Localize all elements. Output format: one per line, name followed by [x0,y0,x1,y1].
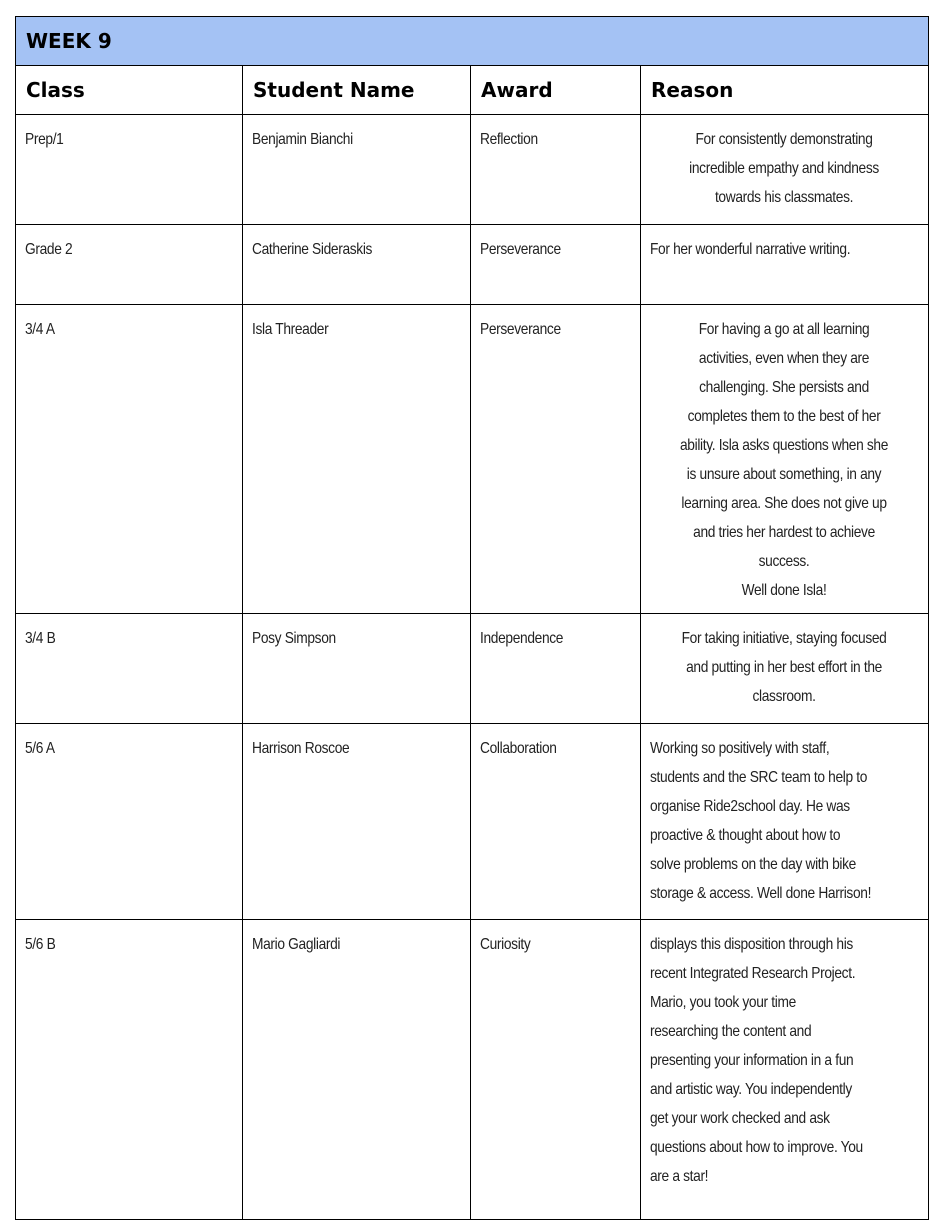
column-header-student-name: Student Name [243,66,471,115]
award-cell [471,115,641,225]
student-name-cell [243,305,471,614]
reason-value: For having a go at all learning activities, even when they are challenging. She persists and completes them to the best of her ability. Isla asks questions when she is unsure about something, in any learning area. She does not give up and tries her hardest to achieve success. Well done Isla! [680,321,889,599]
award-cell [471,305,641,614]
class-value: 3/4 A [25,321,55,338]
student-name-value: Harrison Roscoe [252,740,350,757]
column-header-reason: Reason [641,66,929,115]
table-row [16,920,929,1220]
class-cell [16,614,243,724]
reason-cell [641,724,929,920]
student-name-cell [243,115,471,225]
week-title: WEEK 9 [16,17,929,66]
reason-cell [641,225,929,305]
table-row [16,115,929,225]
student-name-value: Mario Gagliardi [252,936,341,953]
reason-value: displays this disposition through his recent Integrated Research Project. Mario, you took your time researching the content and presenting your information in a fun and artistic way. You independently get your work checked and ask questions about how to improve. You are a star! [650,936,863,1185]
table-row [16,724,929,920]
award-value: Curiosity [480,936,531,953]
class-value: 3/4 B [25,630,56,647]
reason-value: For her wonderful narrative writing. [650,241,851,258]
table-row [16,225,929,305]
class-value: 5/6 B [25,936,56,953]
reason-value: For consistently demonstrating incredible empathy and kindness towards his classmates. [689,131,880,206]
student-name-value: Isla Threader [252,321,329,338]
class-value: Prep/1 [25,131,64,148]
class-cell [16,724,243,920]
student-name-cell [243,614,471,724]
class-cell [16,225,243,305]
class-cell [16,305,243,614]
reason-cell [641,115,929,225]
award-value: Perseverance [480,321,561,338]
student-name-value: Benjamin Bianchi [252,131,353,148]
class-cell [16,920,243,1220]
week-header-row [16,17,929,66]
reason-value: Working so positively with staff, students and the SRC team to help to organise Ride2school day. He was proactive & thought about how to solve problems on the day with bike storage & access. Well done Harrison! [650,740,872,902]
award-value: Independence [480,630,564,647]
student-name-cell [243,920,471,1220]
table-row [16,305,929,614]
column-header-award: Award [471,66,641,115]
student-name-value: Posy Simpson [252,630,336,647]
class-value: 5/6 A [25,740,55,757]
column-header-class: Class [16,66,243,115]
class-value: Grade 2 [25,241,73,258]
table-row [16,614,929,724]
reason-cell [641,614,929,724]
award-value: Reflection [480,131,538,148]
class-cell [16,115,243,225]
award-cell [471,724,641,920]
reason-value: For taking initiative, staying focused and putting in her best effort in the classroom. [682,630,887,705]
award-value: Collaboration [480,740,557,757]
award-value: Perseverance [480,241,561,258]
student-name-cell [243,724,471,920]
student-name-value: Catherine Sideraskis [252,241,373,258]
reason-cell [641,920,929,1220]
award-cell [471,920,641,1220]
reason-cell [641,305,929,614]
award-cell [471,614,641,724]
award-cell [471,225,641,305]
column-header-row [16,66,929,115]
student-name-cell [243,225,471,305]
awards-table [15,16,929,1220]
